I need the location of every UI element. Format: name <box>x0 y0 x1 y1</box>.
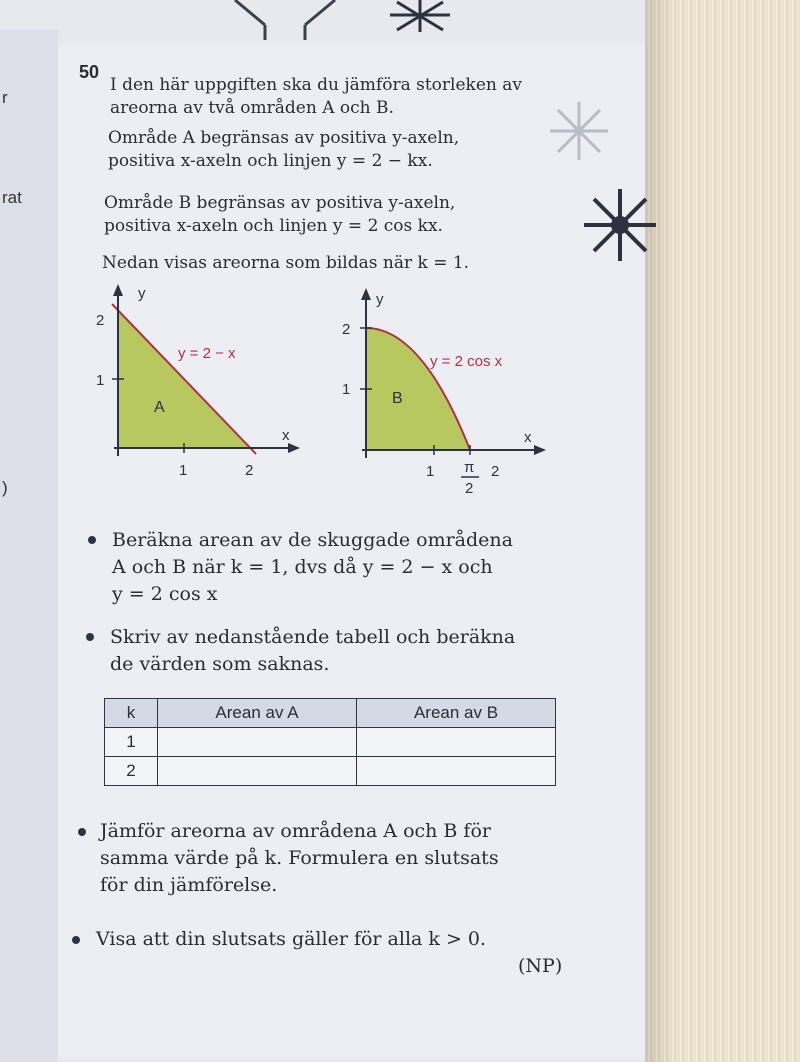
pi-denominator: 2 <box>465 480 474 497</box>
y-axis-label: y <box>376 291 384 308</box>
bullet-text: samma värde på k. Formulera en slutsats <box>100 847 499 869</box>
bullet-icon <box>72 936 80 944</box>
x-tick-label: 1 <box>179 462 188 479</box>
region-label: B <box>392 390 403 407</box>
x-axis-arrow-icon <box>534 445 546 455</box>
y-axis-label: y <box>138 285 146 302</box>
graph-b <box>330 282 560 502</box>
table-row <box>105 728 556 757</box>
table-cell <box>357 757 556 786</box>
bullet-text: Jämför areorna av områdena A och B för <box>100 820 491 842</box>
area-a-description: Område A begränsas av positiva y-axeln, <box>108 128 460 148</box>
margin-fragment: rat <box>2 188 22 207</box>
bullet-text: Beräkna arean av de skuggade områdena <box>112 529 513 551</box>
facing-page <box>0 30 58 1062</box>
bullet-text: y = 2 cos x <box>112 583 218 605</box>
margin-fragment: r <box>2 88 8 107</box>
bullet-icon <box>86 633 94 641</box>
area-b-description: Område B begränsas av positiva y-axeln, <box>104 193 456 213</box>
column-header: Arean av A <box>158 699 357 728</box>
snowflake-icon <box>225 0 345 40</box>
table-cell <box>158 757 357 786</box>
y-tick-label: 2 <box>96 312 105 329</box>
margin-fragment: ) <box>2 478 8 497</box>
x-tick-label: 2 <box>245 462 254 479</box>
snowflake-icon <box>385 0 455 35</box>
snowflake-icon <box>580 185 660 265</box>
curve-label: y = 2 cos x <box>430 353 503 370</box>
bullet-text: för din jämförelse. <box>100 874 278 896</box>
bullet-icon <box>88 536 96 544</box>
bullet-text: Skriv av nedanstående tabell och beräkna <box>110 626 516 648</box>
region-label: A <box>154 399 165 416</box>
column-header: k <box>105 699 158 728</box>
y-axis-arrow-icon <box>361 288 371 300</box>
bullet-text: Visa att din slutsats gäller för alla k > 0. <box>96 928 487 950</box>
graph-a <box>90 280 310 480</box>
table-header-row <box>105 699 556 728</box>
figure-caption: Nedan visas areorna som bildas när k = 1. <box>102 253 470 273</box>
table-row <box>105 757 556 786</box>
x-axis-label: x <box>524 429 532 446</box>
y-tick-label: 2 <box>342 321 351 338</box>
bullet-icon <box>78 828 86 836</box>
snowflake-icon <box>548 100 610 162</box>
intro-line: areorna av två områden A och B. <box>110 98 394 118</box>
area-b-description: positiva x-axeln och linjen y = 2 cos kx. <box>104 216 443 236</box>
source-label: (NP) <box>518 955 563 977</box>
y-axis-arrow-icon <box>113 284 123 296</box>
x-tick-label: 2 <box>491 463 500 480</box>
column-header: Arean av B <box>357 699 556 728</box>
x-axis-label: x <box>282 427 290 444</box>
table-cell <box>158 728 357 757</box>
x-axis-arrow-icon <box>288 443 300 453</box>
pi-numerator: π <box>464 459 475 476</box>
table-cell: 1 <box>105 728 158 757</box>
curve-label: y = 2 − x <box>178 345 236 362</box>
y-tick-label: 1 <box>96 372 105 389</box>
table-cell <box>357 728 556 757</box>
problem-number: 50 <box>79 62 100 82</box>
bullet-text: de värden som saknas. <box>110 653 330 675</box>
bullet-text: A och B när k = 1, dvs då y = 2 − x och <box>112 556 493 578</box>
table-cell: 2 <box>105 757 158 786</box>
results-table <box>104 698 556 786</box>
x-tick-label: 1 <box>426 463 435 480</box>
region-b-fill <box>366 328 470 450</box>
area-a-description: positiva x-axeln och linjen y = 2 − kx. <box>108 151 433 171</box>
y-tick-label: 1 <box>342 381 351 398</box>
intro-line: I den här uppgiften ska du jämföra storleken av <box>110 75 522 95</box>
